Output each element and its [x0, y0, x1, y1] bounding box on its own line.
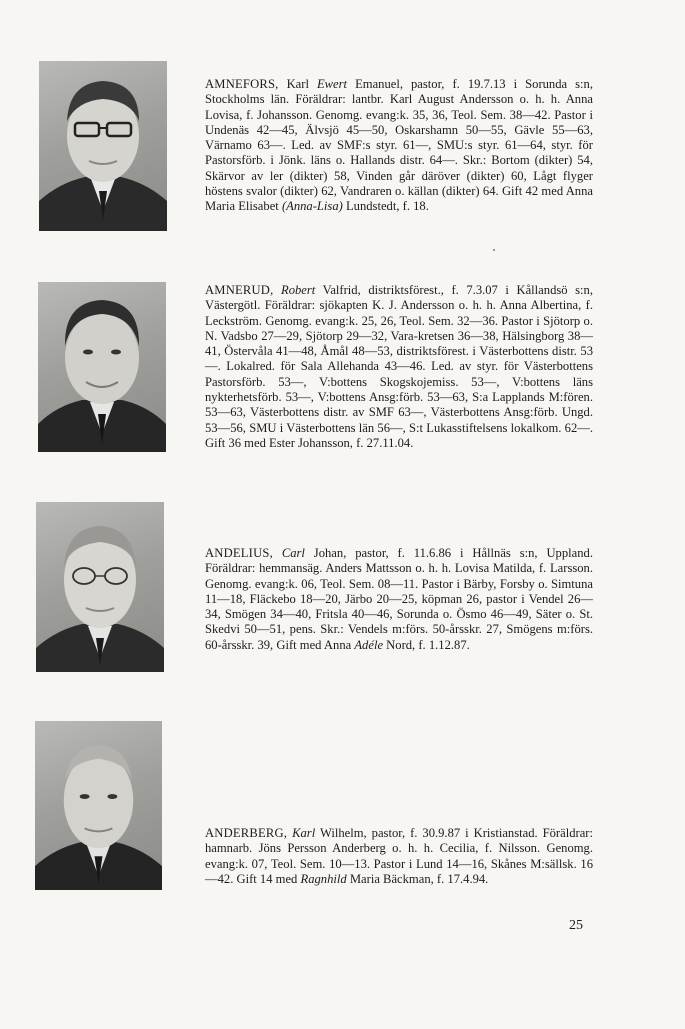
portrait-photo	[38, 282, 166, 452]
biography-text: ANDELIUS, Carl Johan, pastor, f. 11.6.86 i Hållnäs s:n, Uppland. Föräldrar: hemmansäg. Anders Mattsson o. h. h. Lovisa Matilda, f. Larsson. Genomg. evang:k. 06, Teol. Sem. 08—11. Pastor i Bärby, Forsby o. Simtuna 11—18, Fläckebo 18—20, Järbo 20—25, köpman 26, pastor i Vendel 26—34, Smögen 34—40, Fritsla 40—46, Sorunda o. Ösmo 46—49, Säter o. St. Skedvi 50—51, pens. Skr.: Vendels m:förs. 50-årsskr. 27, Smögens m:förs. 60-årsskr. 39, Gift med Anna Adéle Nord, f. 1.12.87.	[205, 546, 593, 652]
portrait-photo	[36, 502, 164, 672]
biography-text: ANDERBERG, Karl Wilhelm, pastor, f. 30.9.87 i Kristianstad. Föräldrar: hamnarb. Jöns Persson Anderberg o. h. h. Cecilia, f. Nilsson. Genomg. evang:k. 07, Teol. Sem. 10—13. Pastor i Lund 14—16, Skånes M:sällsk. 16—42. Gift 14 med Ragnhild Maria Bäckman, f. 17.4.94.	[205, 826, 593, 886]
biography-text: AMNEFORS, Karl Ewert Emanuel, pastor, f. 19.7.13 i Sorunda s:n, Stockholms län. Föräldrar: lantbr. Karl August Andersson o. h. h. Anna Lovisa, f. Johansson. Genomg. evang:k. 35, 36, Teol. Sem. 38—42. Pastor i Undenäs 42—45, Älvsjö 45—50, Oskarshamn 50—55, Gävle 55—63, Värnamo 63—. Led. av SMF:s styr. 61—, SMU:s styr. 61—64, styr. för Pastorsförb. i Jönk. läns o. Hallands distr. 64—. Skr.: Bortom (dikter) 54, Skärvor av ler (dikter) 58, Vinden går däröver (dikter) 60, Lågt flyger höstens svalor (dikter) 62, Vandraren o. källan (dikter) 64. Gift 42 med Anna Maria Elisabet (Anna-Lisa) Lundstedt, f. 18.	[205, 77, 593, 214]
print-speck	[493, 249, 495, 251]
person-surname: ANDERBERG,	[205, 826, 288, 840]
person-surname: AMNEFORS,	[205, 77, 279, 91]
person-surname: AMNERUD,	[205, 283, 274, 297]
biography-text: AMNERUD, Robert Valfrid, distriktsförest., f. 7.3.07 i Kållandsö s:n, Västergötl. Föräldrar: sjökapten K. J. Andersson o. h. h. Anna Albertina, f. Leckström. Genomg. evang:k. 25, 26, Teol. Sem. 32—36. Pastor i Sjötorp o. N. Vadsbo 27—29, Sjötorp 29—32, Vara-kretsen 36—38, Hälsingborg 38—41, Östervåla 41—48, Åmål 48—53, distriktsförest. i Västerbottens distr. 53—. Lokalred. för Sala Allehanda 43—46. Led. av styr. för Västerbottens Pastorsförb. 53—, V:bottens Skogskojemiss. 53—, V:bottens läns nykterhetsförb. 53—, V:bottens Ansg:förb. 53—63, S:a Lapplands M:fören. 53—63, Västerbottens distr. av SMF 63—, Västerbottens Ansg:förb. Ungd. 53—56, SMU i Västerbottens län 56—, S:t Lukasstiftelsens lokalkom. 62—. Gift 36 med Ester Johansson, f. 27.11.04.	[205, 283, 593, 450]
page-number: 25	[569, 918, 583, 933]
portrait-photo	[35, 721, 162, 890]
portrait-photo	[39, 61, 167, 231]
person-surname: ANDELIUS,	[205, 546, 273, 560]
